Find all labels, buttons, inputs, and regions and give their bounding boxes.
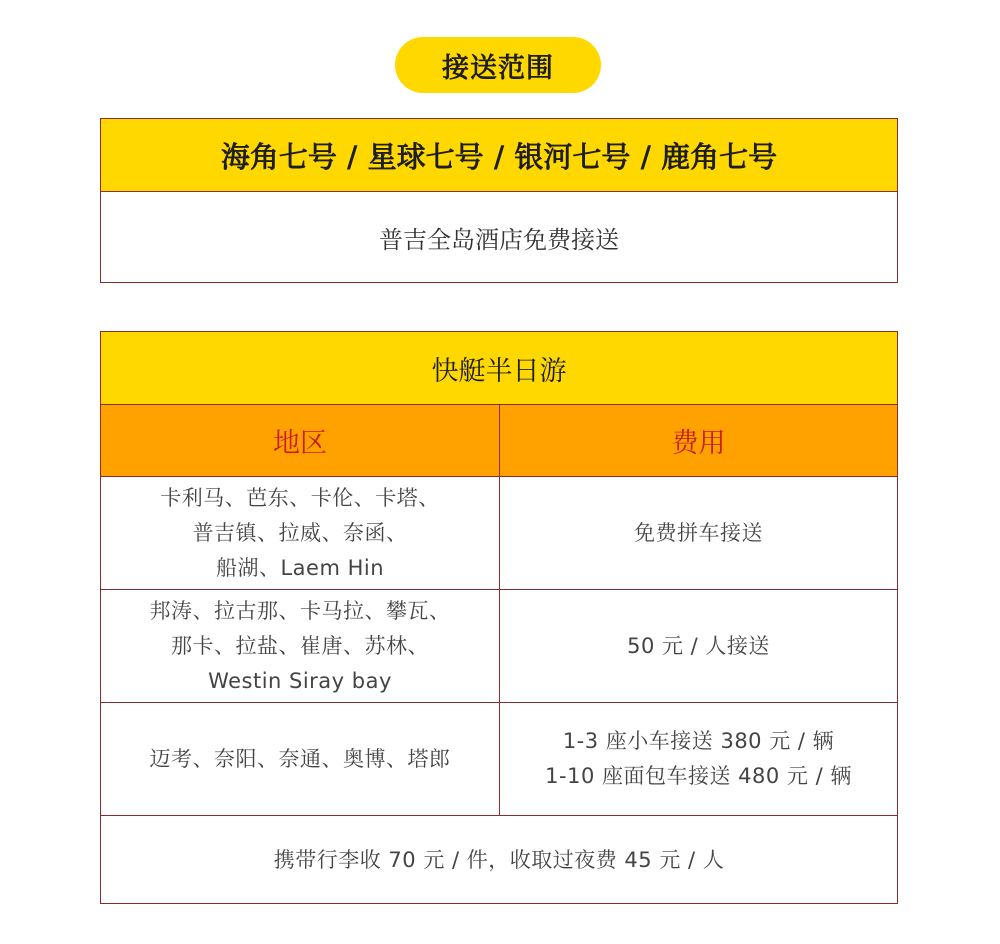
- area-line: Westin Siray bay: [208, 668, 392, 693]
- area-line: 迈考、奈阳、奈通、奥博、塔郎: [149, 746, 451, 771]
- area-line: 邦涛、拉古那、卡马拉、攀瓦、: [149, 598, 451, 623]
- area-line: 卡利马、芭东、卡伦、卡塔、: [160, 485, 440, 510]
- speedboat-header: 快艇半日游: [101, 332, 897, 405]
- section-title-pill: [395, 37, 601, 93]
- fee-line: 50 元 / 人接送: [627, 633, 770, 658]
- fee-cell: [500, 590, 897, 702]
- fee-line: 免费拼车接送: [634, 520, 763, 545]
- brands-header: 海角七号 / 星球七号 / 银河七号 / 鹿角七号: [101, 119, 897, 192]
- column-header-fee: 费用: [671, 428, 726, 459]
- area-cell: [101, 590, 500, 702]
- area-cell: [101, 477, 500, 589]
- table-header-row: [101, 405, 897, 477]
- fee-line: 1-10 座面包车接送 480 元 / 辆: [545, 764, 852, 788]
- area-line: 那卡、拉盐、崔唐、苏林、: [171, 633, 429, 658]
- brands-box: [100, 118, 898, 283]
- brands-body: 普吉全岛酒店免费接送: [379, 225, 619, 254]
- table-row: [101, 590, 897, 703]
- table-row: [101, 477, 897, 590]
- table-row: [101, 703, 897, 816]
- column-header-area: 地区: [101, 405, 500, 476]
- area-line: 船湖、Laem Hin: [215, 555, 385, 580]
- speedboat-box: [100, 331, 898, 904]
- fee-cell: [500, 477, 897, 589]
- area-cell: [101, 703, 500, 815]
- fee-cell: [500, 703, 897, 815]
- fee-line: 1-3 座小车接送 380 元 / 辆: [562, 729, 835, 753]
- luggage-note: 携带行李收 70 元 / 件，收取过夜费 45 元 / 人: [273, 848, 725, 872]
- area-line: 普吉镇、拉威、奈函、: [192, 520, 408, 545]
- section-title: 接送范围: [442, 52, 554, 84]
